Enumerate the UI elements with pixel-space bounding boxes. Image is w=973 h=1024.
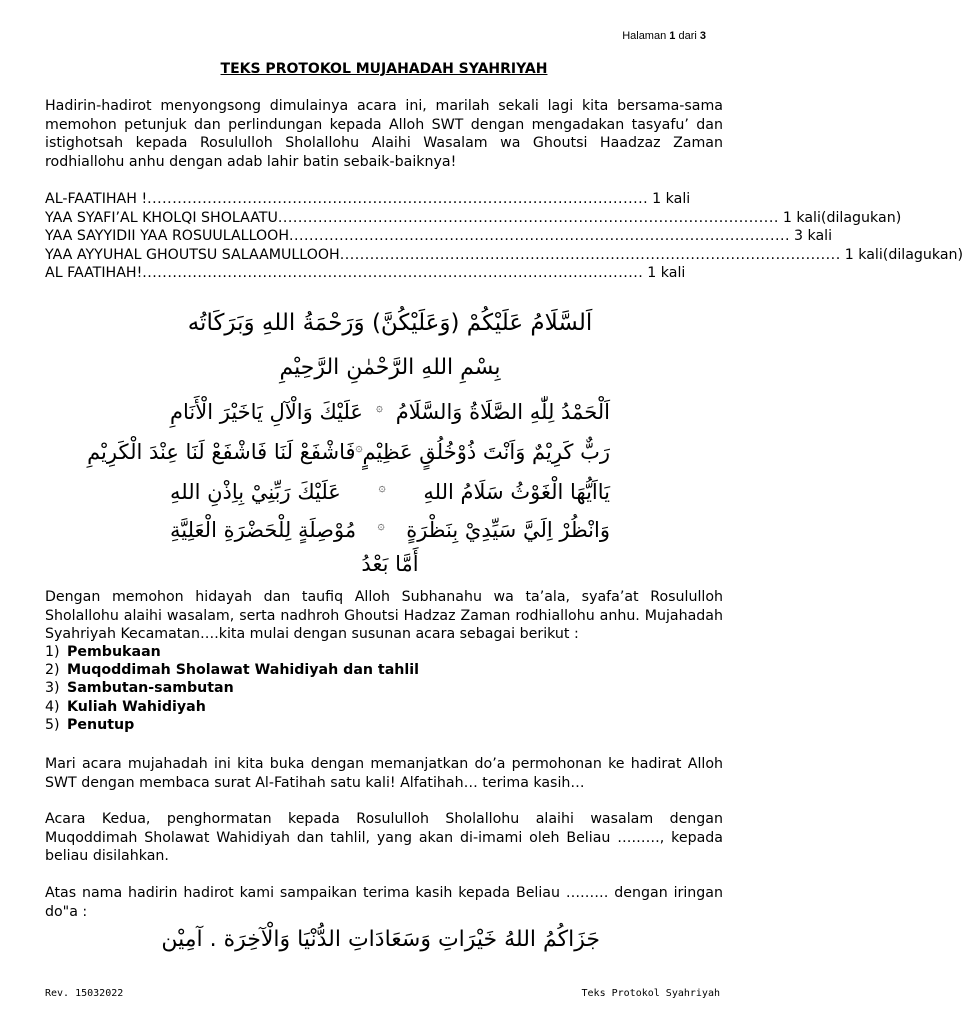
arabic-verse [170, 518, 610, 542]
verse-separator: ۞ [378, 480, 386, 494]
recitation-text: AL FAATIHAH! [45, 265, 143, 281]
agenda-number: 4) [45, 698, 60, 715]
arabic-amma-badu: أَمَّا بَعْدُ [361, 552, 419, 576]
body-intro-paragraph: Dengan memohon hidayah dan taufiq Alloh Subhanahu wa ta’ala, syafa’at Rosululloh Sholallohu alaihi wasalam, serta nadhroh Ghoutsi Hadzaz Zaman rodhiallohu anhu. Mujahadah Syahriyah Kecamatan….kita mulai dengan susunan acara sebagai berikut : [45, 589, 723, 642]
intro-paragraph: Hadirin-hadirot menyongsong dimulainya acara ini, marilah sekali lagi kita bersama-sama memohon petunjuk dan perlindungan kepada Alloh SWT dengan mengadakan tasyafu’ dan istighotsah kepada Rosululloh Sholallohu Alaihi Wasalam wa Ghoutsi Haadzaz Zaman rodhiallohu anhu dengan adab lahir batin sebaik-baiknya! [45, 98, 723, 170]
recitation-count: 1 kali [647, 265, 686, 281]
verse-separator: ۞ [355, 440, 363, 454]
agenda-item [45, 661, 419, 679]
dot-leader: .................................................................................................... [277, 209, 779, 226]
verse-left: عَلَيْكَ رَبِّنِيْ بِاِذْنِ اللهِ [170, 480, 341, 504]
closing-arabic-prayer: جَزَاكُمُ اللهُ خَيْرَاتِ وَسَعَادَاتِ الدُّنْيَا وَالْآخِرَة . آمِيْن [161, 927, 600, 952]
recitation-text: YAA AYYUHAL GHOUTSU SALAAMULLOOH [45, 246, 340, 263]
arabic-salam: اَلسَّلَامُ عَلَيْكُمْ (وَعَلَيْكُنَّ) وَرَحْمَةُ اللهِ وَبَرَكَاتُه [187, 310, 593, 336]
agenda-label: Pembukaan [67, 644, 161, 660]
footer-document-name: Teks Protokol Syahriyah [581, 988, 720, 999]
agenda-label: Kuliah Wahidiyah [67, 698, 206, 715]
recitation-row [45, 190, 725, 209]
recitation-row [45, 246, 964, 265]
agenda-item [45, 698, 419, 716]
dot-leader: .................................................................................................... [289, 228, 790, 244]
page-current: 1 [669, 30, 676, 42]
verse-right: رَبٌّ كَرِيْمٌ وَاَنْتَ ذُوْخُلُقٍ عَظِيْمٍ [362, 440, 610, 464]
document-title: TEKS PROTOKOL MUJAHADAH SYAHRIYAH [220, 61, 548, 77]
recitation-count: 1 kali [652, 191, 691, 207]
recitation-count: 1 kali(dilagukan) [844, 246, 964, 263]
page-of: dari [678, 30, 697, 42]
arabic-verse [87, 440, 610, 464]
verse-left: عَلَيْكَ وَالْآلِ يَاخَيْرَ الْأَنَامِ [170, 400, 363, 424]
dot-leader: .................................................................................................... [339, 246, 841, 263]
verse-separator: ۞ [375, 400, 383, 414]
recitation-count: 1 kali(dilagukan) [782, 209, 902, 226]
recitation-row [45, 209, 902, 228]
page-total: 3 [699, 30, 706, 42]
agenda-number: 5) [45, 716, 60, 733]
verse-separator: ۞ [377, 518, 385, 532]
page-label: Halaman [622, 30, 667, 42]
agenda-number: 3) [45, 680, 60, 697]
verse-left: مُوْصِلَةٍ لِلْحَضْرَةِ الْعَلِيَّةِ [170, 518, 357, 542]
arabic-verse [170, 400, 610, 424]
arabic-basmalah: بِسْمِ اللهِ الرَّحْمٰنِ الرَّحِيْمِ [279, 355, 501, 380]
recitation-list [45, 190, 964, 283]
dot-leader: .................................................................................................... [142, 265, 644, 281]
agenda-item [45, 643, 419, 661]
arabic-verse [170, 480, 610, 504]
agenda-label: Muqoddimah Sholawat Wahidiyah dan tahlil [67, 662, 419, 679]
opening-paragraph: Mari acara mujahadah ini kita buka dengan memanjatkan do’a permohonan ke hadirat Alloh SWT dengan membaca surat Al-Fatihah satu kali! Alfatihah… terima kasih… [45, 756, 723, 791]
agenda-number: 1) [45, 644, 60, 660]
agenda-list [45, 643, 419, 734]
recitation-text: YAA SYAFI’AL KHOLQI SHOLAATU [45, 209, 278, 226]
verse-right: يَااَيُّهَا الْغَوْثُ سَلَامُ اللهِ [423, 480, 610, 504]
agenda-label: Sambutan-sambutan [67, 680, 234, 697]
recitation-count: 3 kali [793, 228, 833, 244]
second-agenda-paragraph: Acara Kedua, penghormatan kepada Rosululloh Sholallohu alaihi wasalam dengan Muqoddimah Sholawat Wahidiyah dan tahlil, yang akan di-imami oleh Beliau ………, kepada beliau disilahkan. [45, 811, 723, 864]
thanks-paragraph: Atas nama hadirin hadirot kami sampaikan terima kasih kepada Beliau ……… dengan iringan do"a : [45, 885, 723, 920]
dot-leader: .................................................................................................... [147, 191, 649, 207]
footer-revision: Rev. 15032022 [45, 988, 124, 999]
verse-right: اَلْحَمْدُ لِلّٰهِ الصَّلَاةُ وَالسَّلَامُ [395, 400, 610, 424]
recitation-row [45, 264, 725, 283]
verse-left: فَاشْفَعْ لَنَا فَاشْفَعْ لَنَا عِنْدَ الْكَرِيْمِ [87, 440, 356, 464]
agenda-number: 2) [45, 662, 60, 679]
page-number [622, 30, 706, 42]
verse-right: وَانْظُرْ اِلَيَّ سَيِّدِيْ بِنَظْرَةٍ [406, 518, 610, 542]
arabic-calligraphy [87, 300, 610, 585]
agenda-item [45, 679, 419, 697]
agenda-item [45, 716, 419, 734]
recitation-text: AL-FAATIHAH ! [45, 191, 148, 207]
recitation-text: YAA SAYYIDII YAA ROSUULALLOOH [45, 228, 289, 244]
agenda-label: Penutup [67, 716, 135, 733]
recitation-row [45, 227, 833, 246]
